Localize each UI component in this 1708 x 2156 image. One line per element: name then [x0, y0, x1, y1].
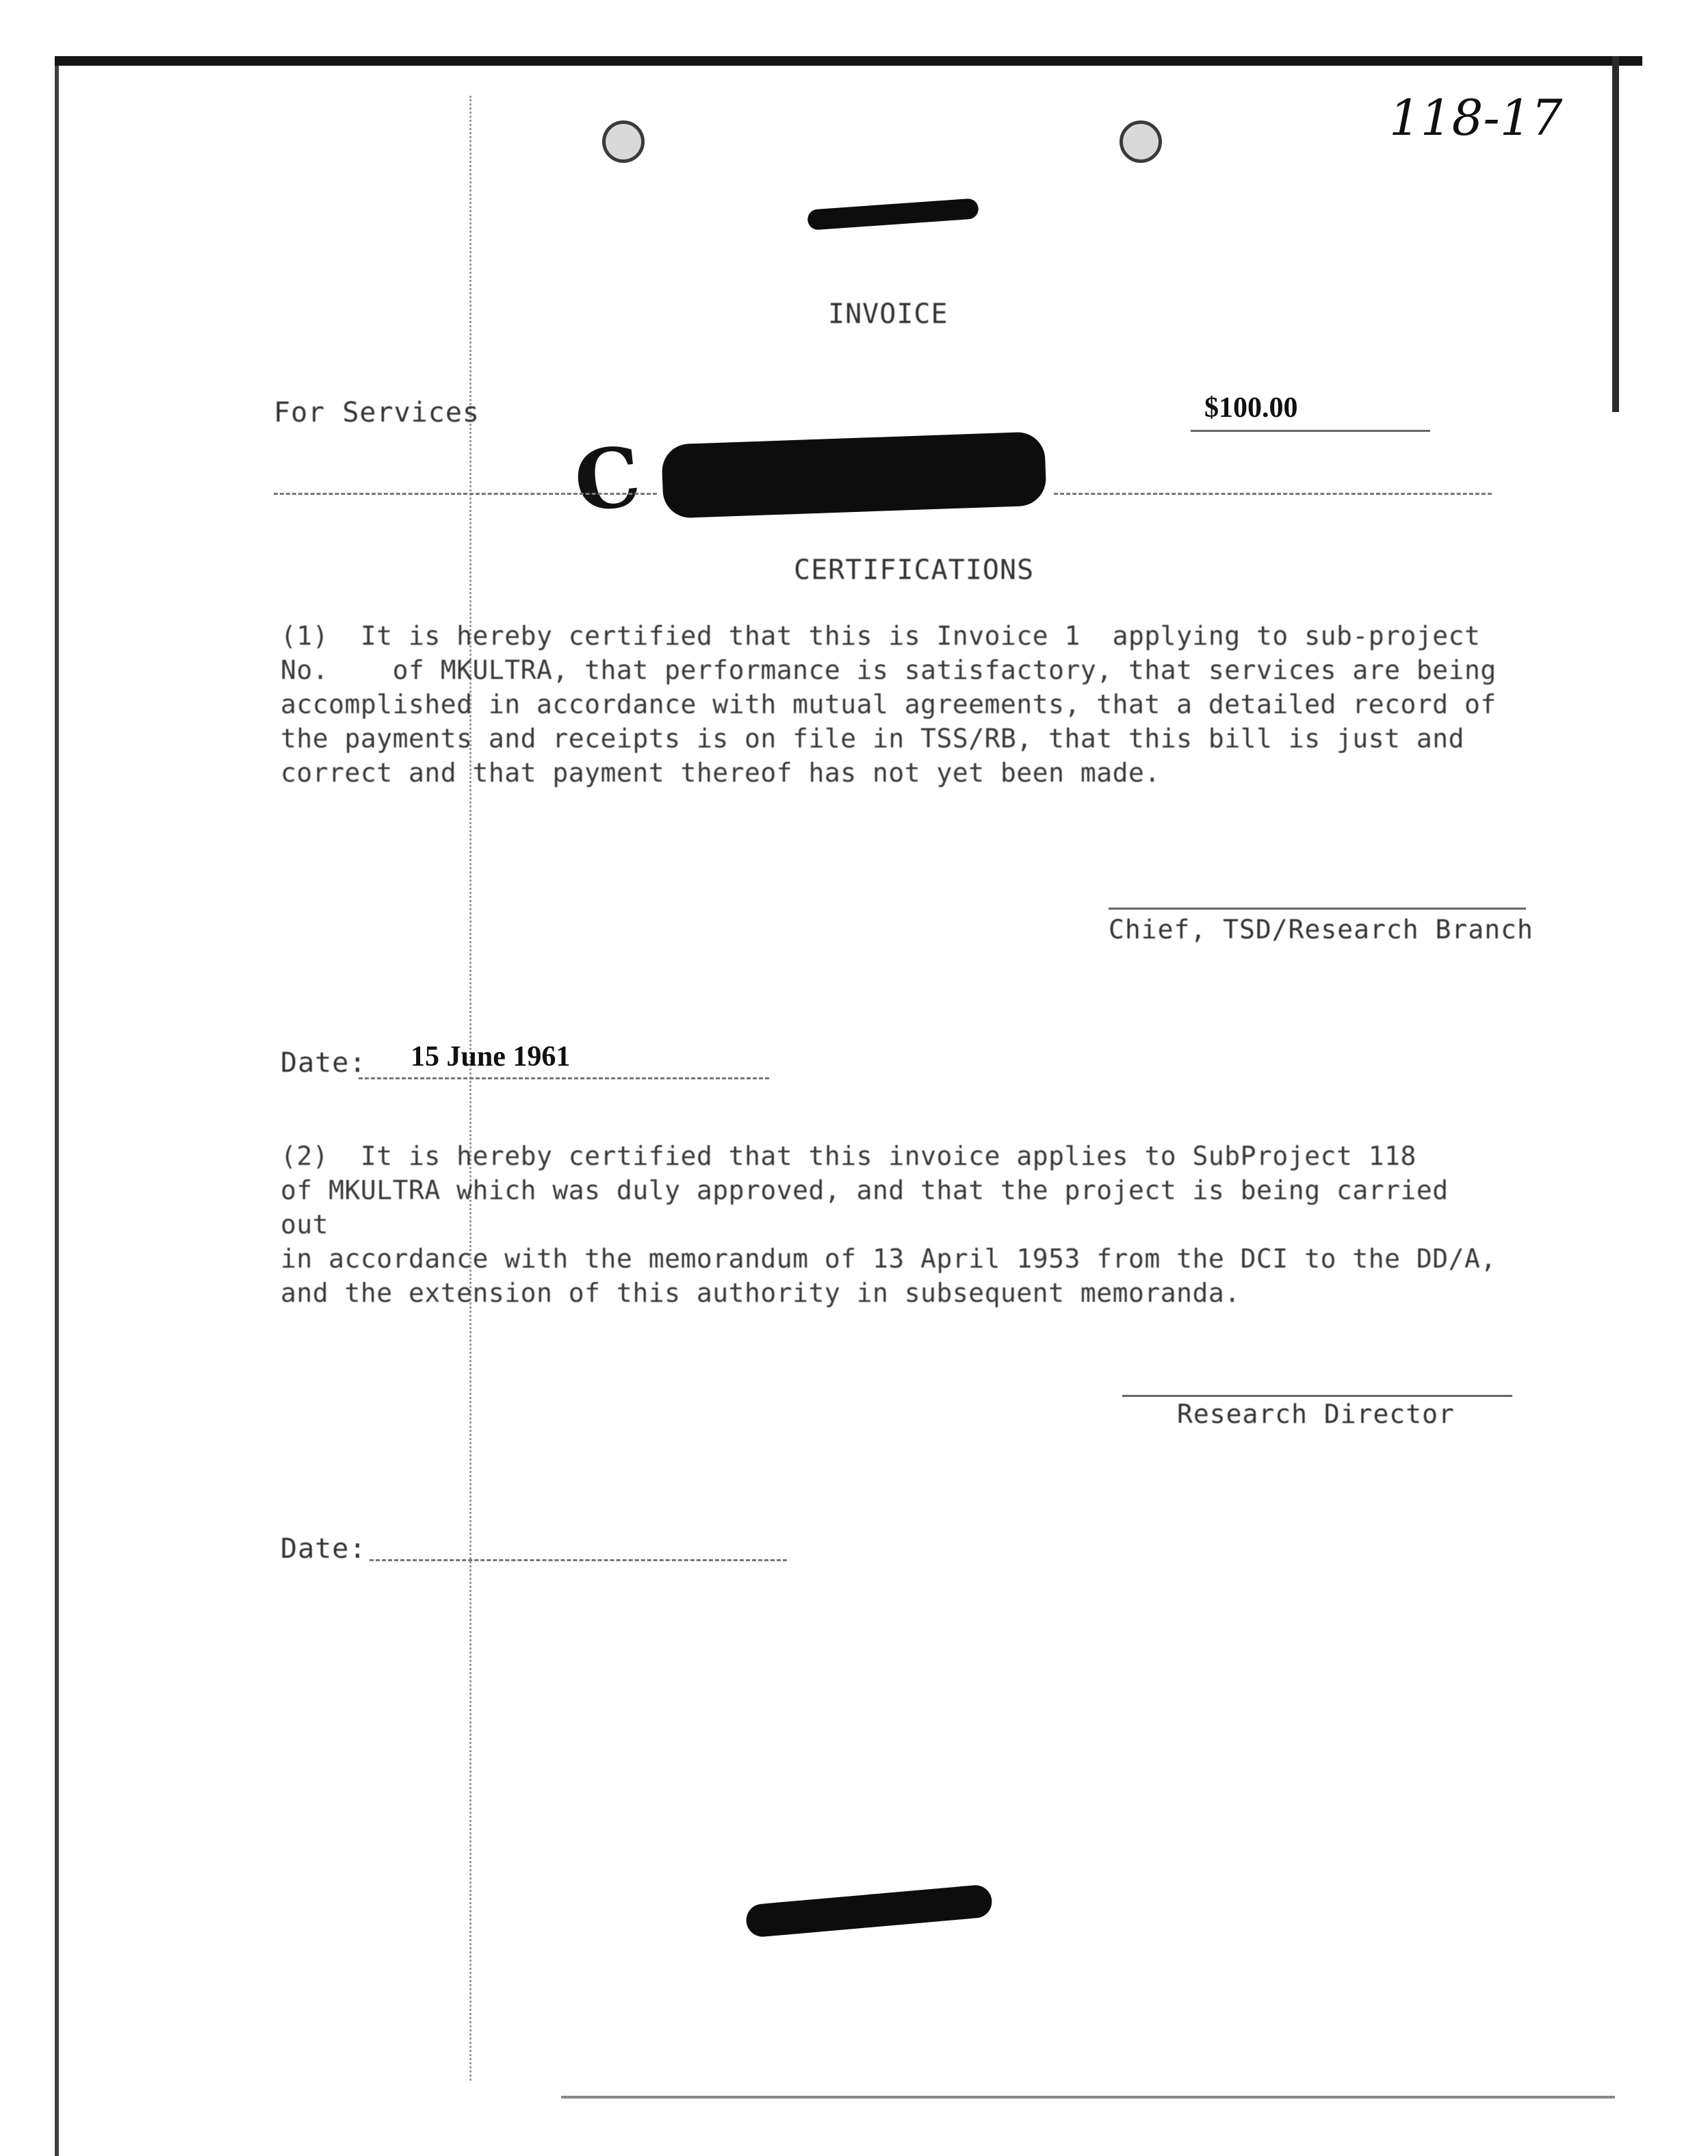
- certifications-title: CERTIFICATIONS: [794, 554, 1035, 586]
- handwritten-reference: 118-17: [1389, 89, 1563, 146]
- certification-paragraph-1: (1) It is hereby certified that this is Invoice 1 applying to sub-project No. of MKULTRA, that performance is satisfactory, that services are being accomplished in accordance with mutual agreements, that a detailed record of the payments and receipts is on file in TSS/RB, that this bill is just and correct and that payment thereof has not yet been made.: [281, 621, 1497, 788]
- for-services-label: For Services: [274, 397, 480, 428]
- fold-line: [469, 96, 471, 2081]
- date-label-2: Date:: [281, 1533, 367, 1565]
- punch-hole-left: [602, 120, 645, 163]
- redaction-payee: [661, 431, 1046, 518]
- signature-line-1: [1109, 908, 1526, 910]
- date-underline-2: [370, 1559, 787, 1561]
- amount-underline: [1191, 430, 1430, 432]
- scan-top-border: [55, 56, 1642, 66]
- redaction-classification-bottom: [745, 1884, 994, 1938]
- services-line-left: [274, 493, 657, 495]
- amount-value: $100.00: [1204, 392, 1298, 424]
- signature-line-2: [1122, 1395, 1512, 1397]
- punch-hole-right: [1120, 120, 1162, 163]
- scan-left-border: [55, 66, 59, 2156]
- redaction-classification-top: [807, 198, 979, 230]
- scan-bottom-line: [561, 2096, 1615, 2099]
- document-title: INVOICE: [828, 298, 948, 330]
- certification-paragraph-2: (2) It is hereby certified that this invoice applies to SubProject 118 of MKULTRA which was duly approved, and that the project is being carried out in accordance with the memorandum of 13 April 1953 from the DCI to the DD/A, and the extension of this authority in subsequent memoranda.: [281, 1141, 1497, 1308]
- date-label-1: Date:: [281, 1047, 367, 1079]
- date-underline-1: [359, 1077, 769, 1079]
- services-line-right: [1054, 493, 1492, 495]
- signatory-2: Research Director: [1177, 1399, 1455, 1429]
- handwritten-c-mark: C: [569, 428, 645, 531]
- signatory-1: Chief, TSD/Research Branch: [1109, 914, 1534, 945]
- date-value-1: 15 June 1961: [411, 1041, 571, 1073]
- scan-right-border: [1612, 56, 1619, 412]
